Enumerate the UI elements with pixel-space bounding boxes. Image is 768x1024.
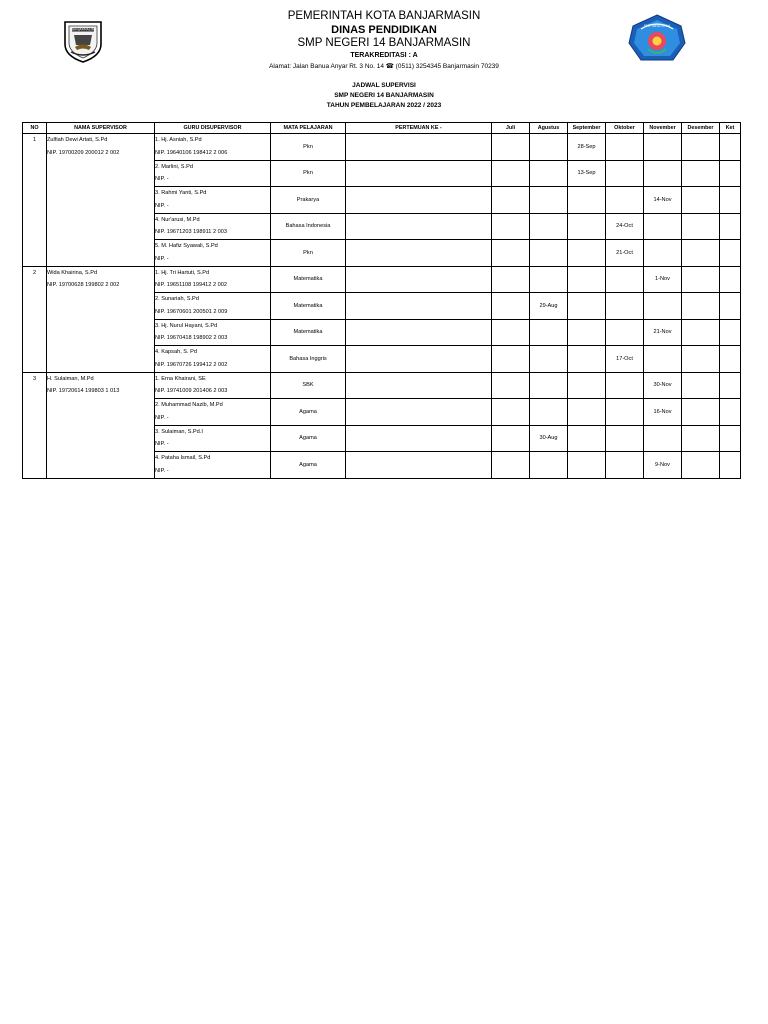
date-cell-juli xyxy=(492,240,530,267)
subject-cell: Agama xyxy=(271,452,346,479)
teacher-name: 4. Kapsah, S. Pd xyxy=(155,349,197,355)
school-logo-text: SMP NEGERI 14 xyxy=(643,24,671,28)
meeting-cell xyxy=(346,372,492,399)
date-cell-juli xyxy=(492,213,530,240)
teacher-nip: NIP. - xyxy=(155,176,169,183)
date-cell-juli xyxy=(492,160,530,187)
meeting-cell xyxy=(346,452,492,479)
supervisor-name: Wida Khairina, S.Pd xyxy=(47,269,98,276)
column-header: November xyxy=(644,123,682,134)
date-cell-november xyxy=(644,134,682,161)
date-cell-september xyxy=(568,346,606,373)
date-cell-desember xyxy=(682,134,720,161)
teacher-cell xyxy=(155,160,271,187)
teacher-cell xyxy=(155,399,271,426)
meeting-cell xyxy=(346,425,492,452)
note-cell xyxy=(720,266,741,293)
date-cell-oktober xyxy=(606,293,644,320)
teacher-name: 1. Hj. Tri Hartuti, S.Pd xyxy=(155,269,210,276)
meeting-cell xyxy=(346,293,492,320)
note-cell xyxy=(720,160,741,187)
teacher-nip: NIP. 19670418 198902 2 003 xyxy=(155,335,228,342)
supervision-schedule-table xyxy=(22,122,741,479)
date-cell-september xyxy=(568,372,606,399)
teacher-name: 4. Nur'arusi, M.Pd xyxy=(155,216,200,223)
date-cell-agustus xyxy=(530,319,568,346)
date-cell-november xyxy=(644,346,682,373)
date-cell-september xyxy=(568,293,606,320)
date-cell-juli xyxy=(492,399,530,426)
date-cell-desember xyxy=(682,293,720,320)
teacher-cell xyxy=(155,425,271,452)
date-cell-desember xyxy=(682,187,720,214)
teacher-cell xyxy=(155,293,271,320)
date-cell-juli xyxy=(492,452,530,479)
meeting-cell xyxy=(346,399,492,426)
date-cell-desember xyxy=(682,213,720,240)
date-cell-november xyxy=(644,240,682,267)
date-cell-september xyxy=(568,425,606,452)
note-cell xyxy=(720,399,741,426)
note-cell xyxy=(720,213,741,240)
document-title: JADWAL SUPERVISI xyxy=(352,82,416,89)
subject-cell: SBK xyxy=(271,372,346,399)
date-cell-desember xyxy=(682,372,720,399)
teacher-cell xyxy=(155,134,271,161)
meeting-cell xyxy=(346,187,492,214)
meeting-cell xyxy=(346,213,492,240)
column-header: Oktober xyxy=(606,123,644,134)
date-cell-desember xyxy=(682,399,720,426)
supervisor-name: Zulfiah Dewi Artati, S.Pd xyxy=(47,137,108,143)
date-cell-juli xyxy=(492,425,530,452)
date-cell-agustus xyxy=(530,266,568,293)
teacher-name: 3. Rahmi Yanti, S.Pd xyxy=(155,190,207,196)
date-cell-september xyxy=(568,266,606,293)
date-cell-oktober xyxy=(606,187,644,214)
date-cell-juli xyxy=(492,134,530,161)
note-cell xyxy=(720,134,741,161)
date-cell-oktober xyxy=(606,399,644,426)
column-header: Desember xyxy=(682,123,720,134)
date-cell-november: 21-Nov xyxy=(644,319,682,346)
date-cell-desember xyxy=(682,425,720,452)
column-header: Juli xyxy=(492,123,530,134)
note-cell xyxy=(720,293,741,320)
date-cell-november: 30-Nov xyxy=(644,372,682,399)
date-cell-juli xyxy=(492,266,530,293)
date-cell-agustus xyxy=(530,240,568,267)
note-cell xyxy=(720,452,741,479)
teacher-cell xyxy=(155,187,271,214)
teacher-nip: NIP. - xyxy=(155,414,169,421)
date-cell-agustus xyxy=(530,399,568,426)
date-cell-november xyxy=(644,160,682,187)
subject-cell: Pkn xyxy=(271,134,346,161)
date-cell-september xyxy=(568,240,606,267)
meeting-cell xyxy=(346,240,492,267)
date-cell-oktober xyxy=(606,160,644,187)
date-cell-oktober xyxy=(606,319,644,346)
date-cell-september xyxy=(568,399,606,426)
date-cell-oktober xyxy=(606,266,644,293)
teacher-cell xyxy=(155,346,271,373)
date-cell-juli xyxy=(492,319,530,346)
column-header: Agustus xyxy=(530,123,568,134)
date-cell-oktober xyxy=(606,372,644,399)
teacher-nip: NIP. - xyxy=(155,255,169,262)
subject-cell: Prakarya xyxy=(271,187,346,214)
letterhead-address: Alamat: Jalan Banua Anyar Rt. 3 No. 14 ☎ (0511) 3254345 Banjarmasin 70239 xyxy=(269,63,499,70)
teacher-name: 1. Hj. Asniah, S.Pd xyxy=(155,137,202,143)
date-cell-oktober xyxy=(606,452,644,479)
document-subtitle-school: SMP NEGERI 14 BANJARMASIN xyxy=(334,92,434,99)
date-cell-september xyxy=(568,187,606,214)
date-cell-september xyxy=(568,213,606,240)
subject-cell: Pkn xyxy=(271,160,346,187)
date-cell-oktober xyxy=(606,134,644,161)
supervisor-name: H. Sulaiman, M.Pd xyxy=(47,375,94,382)
date-cell-november: 16-Nov xyxy=(644,399,682,426)
note-cell xyxy=(720,187,741,214)
letterhead-school: SMP NEGERI 14 BANJARMASIN xyxy=(297,37,471,49)
date-cell-november xyxy=(644,425,682,452)
teacher-nip: NIP. 19670726 199412 2 002 xyxy=(155,361,228,368)
teacher-nip: NIP. 19670601 200501 2 009 xyxy=(155,308,228,315)
date-cell-juli xyxy=(492,187,530,214)
date-cell-juli xyxy=(492,372,530,399)
note-cell xyxy=(720,372,741,399)
letterhead-agency: DINAS PENDIDIKAN xyxy=(331,24,437,36)
date-cell-agustus xyxy=(530,452,568,479)
meeting-cell xyxy=(346,346,492,373)
teacher-nip: NIP. - xyxy=(155,441,169,448)
supervisor-nip: NIP. 19700628 199802 2 002 xyxy=(47,282,120,289)
teacher-name: 4. Pataha Ismail, S.Pd xyxy=(155,455,211,461)
date-cell-november: 1-Nov xyxy=(644,266,682,293)
date-cell-november: 9-Nov xyxy=(644,452,682,479)
supervisor-cell xyxy=(47,372,155,478)
date-cell-juli xyxy=(492,346,530,373)
date-cell-oktober: 17-Oct xyxy=(606,346,644,373)
teacher-cell xyxy=(155,213,271,240)
table-body xyxy=(23,134,741,479)
column-header: Ket xyxy=(720,123,741,134)
date-cell-oktober: 24-Oct xyxy=(606,213,644,240)
teacher-nip: NIP. - xyxy=(155,467,169,474)
date-cell-agustus xyxy=(530,160,568,187)
note-cell xyxy=(720,240,741,267)
date-cell-agustus xyxy=(530,134,568,161)
teacher-name: 3. Sulaiman, S.Pd.I xyxy=(155,428,203,435)
table-row xyxy=(23,134,741,161)
supervisor-number: 2 xyxy=(23,266,47,372)
supervisor-nip: NIP. 19700209 200012 2 002 xyxy=(47,149,120,156)
date-cell-desember xyxy=(682,319,720,346)
date-cell-desember xyxy=(682,452,720,479)
column-header: NO xyxy=(23,123,47,134)
date-cell-desember xyxy=(682,240,720,267)
date-cell-agustus: 30-Aug xyxy=(530,425,568,452)
teacher-name: 5. M. Hafiz Syawali, S.Pd xyxy=(155,243,218,249)
column-header: MATA PELAJARAN xyxy=(271,123,346,134)
teacher-nip: NIP. 19671203 198911 2 003 xyxy=(155,229,227,236)
subject-cell: Matematika xyxy=(271,319,346,346)
date-cell-oktober xyxy=(606,425,644,452)
teacher-name: 2. Muhammad Nazib, M.Pd xyxy=(155,402,223,408)
teacher-cell xyxy=(155,319,271,346)
date-cell-november xyxy=(644,213,682,240)
note-cell xyxy=(720,425,741,452)
subject-cell: Matematika xyxy=(271,266,346,293)
teacher-nip: NIP. - xyxy=(155,202,169,209)
subject-cell: Bahasa Indonesia xyxy=(271,213,346,240)
subject-cell: Agama xyxy=(271,399,346,426)
supervisor-cell xyxy=(47,134,155,267)
letterhead-government: PEMERINTAH KOTA BANJARMASIN xyxy=(287,10,481,22)
supervisor-number: 1 xyxy=(23,134,47,267)
teacher-cell xyxy=(155,240,271,267)
teacher-nip: NIP. 19741009 201406 2 003 xyxy=(155,388,228,395)
teacher-cell xyxy=(155,266,271,293)
date-cell-agustus xyxy=(530,346,568,373)
date-cell-september xyxy=(568,319,606,346)
meeting-cell xyxy=(346,160,492,187)
supervisor-number: 3 xyxy=(23,372,47,478)
document-subtitle-year: TAHUN PEMBELAJARAN 2022 / 2023 xyxy=(326,102,442,109)
date-cell-desember xyxy=(682,346,720,373)
teacher-name: 2. Marlini, S.Pd xyxy=(155,163,193,170)
table-row xyxy=(23,266,741,293)
teacher-cell xyxy=(155,452,271,479)
column-header: PERTEMUAN KE - xyxy=(346,123,492,134)
teacher-nip: NIP. 19651108 199412 2 002 xyxy=(155,282,227,289)
supervisor-cell xyxy=(47,266,155,372)
table-row xyxy=(23,372,741,399)
subject-cell: Pkn xyxy=(271,240,346,267)
subject-cell: Matematika xyxy=(271,293,346,320)
teacher-nip: NIP. 19640106 198412 2 006 xyxy=(155,149,228,156)
date-cell-agustus xyxy=(530,213,568,240)
note-cell xyxy=(720,346,741,373)
note-cell xyxy=(720,319,741,346)
date-cell-september: 13-Sep xyxy=(568,160,606,187)
teacher-name: 1. Erna Khairani, SE xyxy=(155,375,206,382)
meeting-cell xyxy=(346,319,492,346)
date-cell-agustus xyxy=(530,372,568,399)
date-cell-agustus xyxy=(530,187,568,214)
date-cell-september xyxy=(568,452,606,479)
column-header: September xyxy=(568,123,606,134)
meeting-cell xyxy=(346,266,492,293)
date-cell-agustus: 29-Aug xyxy=(530,293,568,320)
table-header-row xyxy=(23,123,741,134)
meeting-cell xyxy=(346,134,492,161)
date-cell-desember xyxy=(682,266,720,293)
date-cell-september: 28-Sep xyxy=(568,134,606,161)
date-cell-november: 14-Nov xyxy=(644,187,682,214)
subject-cell: Bahasa Inggris xyxy=(271,346,346,373)
column-header: GURU DISUPERVISOR xyxy=(155,123,271,134)
teacher-name: 3. Hj. Nurul Hayani, S.Pd xyxy=(155,322,218,329)
city-emblem-text: BANJARMASIN xyxy=(71,27,95,32)
date-cell-november xyxy=(644,293,682,320)
teacher-name: 2. Sunariah, S.Pd xyxy=(155,296,199,302)
subject-cell: Agama xyxy=(271,425,346,452)
date-cell-desember xyxy=(682,160,720,187)
supervisor-nip: NIP. 19720614 199803 1 013 xyxy=(47,388,120,395)
date-cell-juli xyxy=(492,293,530,320)
letterhead-accreditation: TERAKREDITASI : A xyxy=(350,52,418,59)
date-cell-oktober: 21-Oct xyxy=(606,240,644,267)
teacher-cell xyxy=(155,372,271,399)
column-header: NAMA SUPERVISOR xyxy=(47,123,155,134)
